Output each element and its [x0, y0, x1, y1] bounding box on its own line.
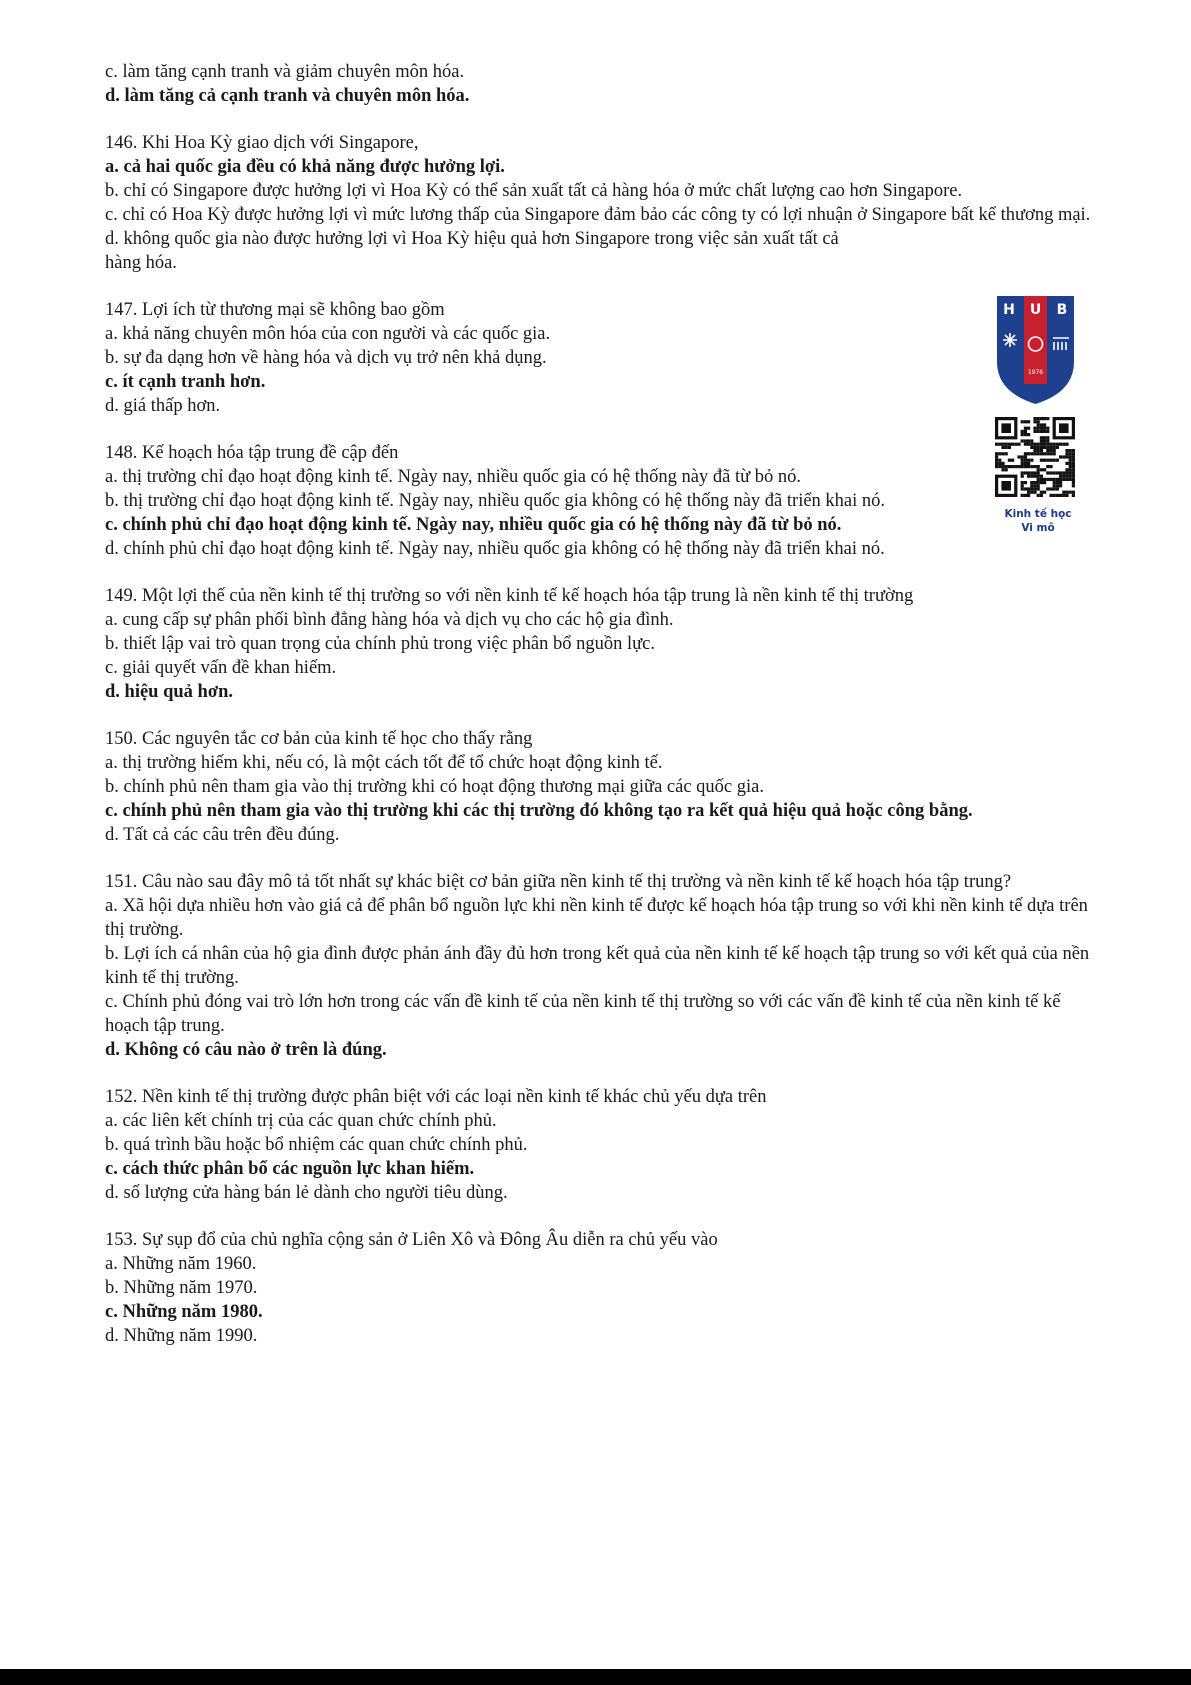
- hub-logo-icon: [993, 292, 1078, 407]
- answer-option: a. khả năng chuyên môn hóa của con người và các quốc gia.: [105, 324, 551, 344]
- answer-option: b. Những năm 1970.: [105, 1278, 258, 1298]
- answer-option: b. quá trình bầu hoặc bổ nhiệm các quan chức chính phủ.: [105, 1135, 528, 1155]
- logo-letter-b: B: [1056, 302, 1068, 318]
- answer-option: b. sự đa dạng hơn về hàng hóa và dịch vụ trở nên khả dụng.: [105, 348, 547, 368]
- correct-answer-option: c. cách thức phân bổ các nguồn lực khan hiếm.: [105, 1159, 475, 1179]
- correct-answer-option: c. ít cạnh tranh hơn.: [105, 372, 266, 392]
- badge-label: [993, 507, 1083, 535]
- question-block: [105, 584, 1105, 704]
- badge-label-line2: Vi mô: [1021, 522, 1055, 534]
- question-stem: 146. Khi Hoa Kỳ giao dịch với Singapore,: [105, 133, 419, 153]
- answer-option: b. chính phủ nên tham gia vào thị trường khi có hoạt động thương mại giữa các quốc gia.: [105, 777, 764, 797]
- qr-code-icon: [995, 417, 1075, 497]
- block-gap: [105, 275, 1105, 298]
- question-stem: 152. Nền kinh tế thị trường được phân biệt với các loại nền kinh tế khác chủ yếu dựa trên: [105, 1087, 767, 1107]
- answer-option: c. chỉ có Hoa Kỳ được hưởng lợi vì mức lương thấp của Singapore đảm bảo các công ty có lợi nhuận ở Singapore bất kể thương mại.: [105, 205, 1091, 225]
- block-gap: [105, 1062, 1105, 1085]
- answer-option: d. Những năm 1990.: [105, 1326, 258, 1346]
- answer-option: a. thị trường chỉ đạo hoạt động kinh tế. Ngày nay, nhiều quốc gia có hệ thống này đã từ bỏ nó.: [105, 467, 802, 487]
- answer-option: c. Chính phủ đóng vai trò lớn hơn trong các vấn đề kinh tế của nền kinh tế thị trường so với các vấn đề kinh tế của nền kinh tế kế hoạch tập trung.: [105, 992, 1061, 1036]
- question-stem: 148. Kế hoạch hóa tập trung đề cập đến: [105, 443, 399, 463]
- answer-option: d. Tất cả các câu trên đều đúng.: [105, 825, 340, 845]
- question-block: [105, 131, 1105, 275]
- question-block: [105, 870, 1105, 1062]
- logo-letter-u: U: [1029, 302, 1042, 318]
- question-stem: 153. Sự sụp đổ của chủ nghĩa cộng sản ở Liên Xô và Đông Âu diễn ra chủ yếu vào: [105, 1230, 718, 1250]
- question-block: [105, 727, 1105, 847]
- answer-option: a. Những năm 1960.: [105, 1254, 257, 1274]
- question-stem: 147. Lợi ích từ thương mại sẽ không bao gồm: [105, 300, 445, 320]
- answer-option: d. chính phủ chỉ đạo hoạt động kinh tế. Ngày nay, nhiều quốc gia không có hệ thống này đã triển khai nó.: [105, 539, 885, 559]
- question-block: [105, 1085, 1105, 1205]
- answer-option: b. thiết lập vai trò quan trọng của chính phủ trong việc phân bổ nguồn lực.: [105, 634, 655, 654]
- answer-option: b. Lợi ích cá nhân của hộ gia đình được phản ánh đầy đủ hơn trong kết quả của nền kinh tế kế hoạch tập trung so với kết quả của nền kinh tế thị trường.: [105, 944, 1090, 988]
- block-gap: [105, 561, 1105, 584]
- answer-option: b. thị trường chỉ đạo hoạt động kinh tế. Ngày nay, nhiều quốc gia không có hệ thống này đã triển khai nó.: [105, 491, 886, 511]
- answer-option: a. cung cấp sự phân phối bình đẳng hàng hóa và dịch vụ cho các hộ gia đình.: [105, 610, 674, 630]
- correct-answer-option: c. chính phủ chỉ đạo hoạt động kinh tế. Ngày nay, nhiều quốc gia có hệ thống này đã từ bỏ nó.: [105, 515, 842, 535]
- question-stem: 150. Các nguyên tắc cơ bản của kinh tế học cho thấy rằng: [105, 729, 533, 749]
- correct-answer-option: c. Những năm 1980.: [105, 1302, 263, 1322]
- question-block: [105, 60, 1105, 108]
- question-block: [105, 1228, 1105, 1348]
- correct-answer-option: d. hiệu quả hơn.: [105, 682, 233, 702]
- logo-year: 1976: [1027, 369, 1044, 376]
- document-body: [105, 60, 1105, 1348]
- logo-letter-h: H: [1003, 302, 1015, 318]
- answer-option: d. không quốc gia nào được hưởng lợi vì Hoa Kỳ hiệu quả hơn Singapore trong việc sản xuất tất cả: [105, 229, 839, 249]
- answer-option: d. giá thấp hơn.: [105, 396, 221, 416]
- answer-option: hàng hóa.: [105, 253, 177, 273]
- answer-option: c. làm tăng cạnh tranh và giảm chuyên môn hóa.: [105, 62, 465, 82]
- answer-option: a. các liên kết chính trị của các quan chức chính phủ.: [105, 1111, 497, 1131]
- correct-answer-option: d. Không có câu nào ở trên là đúng.: [105, 1040, 387, 1060]
- question-block: [105, 441, 1105, 561]
- question-stem: 151. Câu nào sau đây mô tả tốt nhất sự khác biệt cơ bản giữa nền kinh tế thị trường và nền kinh tế kế hoạch hóa tập trung?: [105, 872, 1012, 892]
- block-gap: [105, 418, 1105, 441]
- question-block: [105, 298, 1105, 418]
- correct-answer-option: d. làm tăng cả cạnh tranh và chuyên môn hóa.: [105, 86, 470, 106]
- block-gap: [105, 847, 1105, 870]
- answer-option: a. thị trường hiếm khi, nếu có, là một cách tốt để tổ chức hoạt động kinh tế.: [105, 753, 663, 773]
- correct-answer-option: a. cả hai quốc gia đều có khả năng được hưởng lợi.: [105, 157, 505, 177]
- block-gap: [105, 704, 1105, 727]
- question-stem: 149. Một lợi thế của nền kinh tế thị trường so với nền kinh tế kế hoạch hóa tập trung là nền kinh tế thị trường: [105, 586, 914, 606]
- answer-option: d. số lượng cửa hàng bán lẻ dành cho người tiêu dùng.: [105, 1183, 508, 1203]
- badge-label-line1: Kinh tế học: [1004, 508, 1072, 520]
- answer-option: a. Xã hội dựa nhiều hơn vào giá cả để phân bổ nguồn lực khi nền kinh tế được kế hoạch hóa tập trung so với khi nền kinh tế dựa trên thị trường.: [105, 896, 1088, 940]
- correct-answer-option: c. chính phủ nên tham gia vào thị trường khi các thị trường đó không tạo ra kết quả hiệu quả hoặc công bằng.: [105, 801, 973, 821]
- bottom-bar: [0, 1669, 1191, 1685]
- block-gap: [105, 108, 1105, 131]
- answer-option: b. chỉ có Singapore được hưởng lợi vì Hoa Kỳ có thể sản xuất tất cả hàng hóa ở mức chất lượng cao hơn Singapore.: [105, 181, 963, 201]
- block-gap: [105, 1205, 1105, 1228]
- answer-option: c. giải quyết vấn đề khan hiếm.: [105, 658, 337, 678]
- hub-badge: [993, 292, 1078, 535]
